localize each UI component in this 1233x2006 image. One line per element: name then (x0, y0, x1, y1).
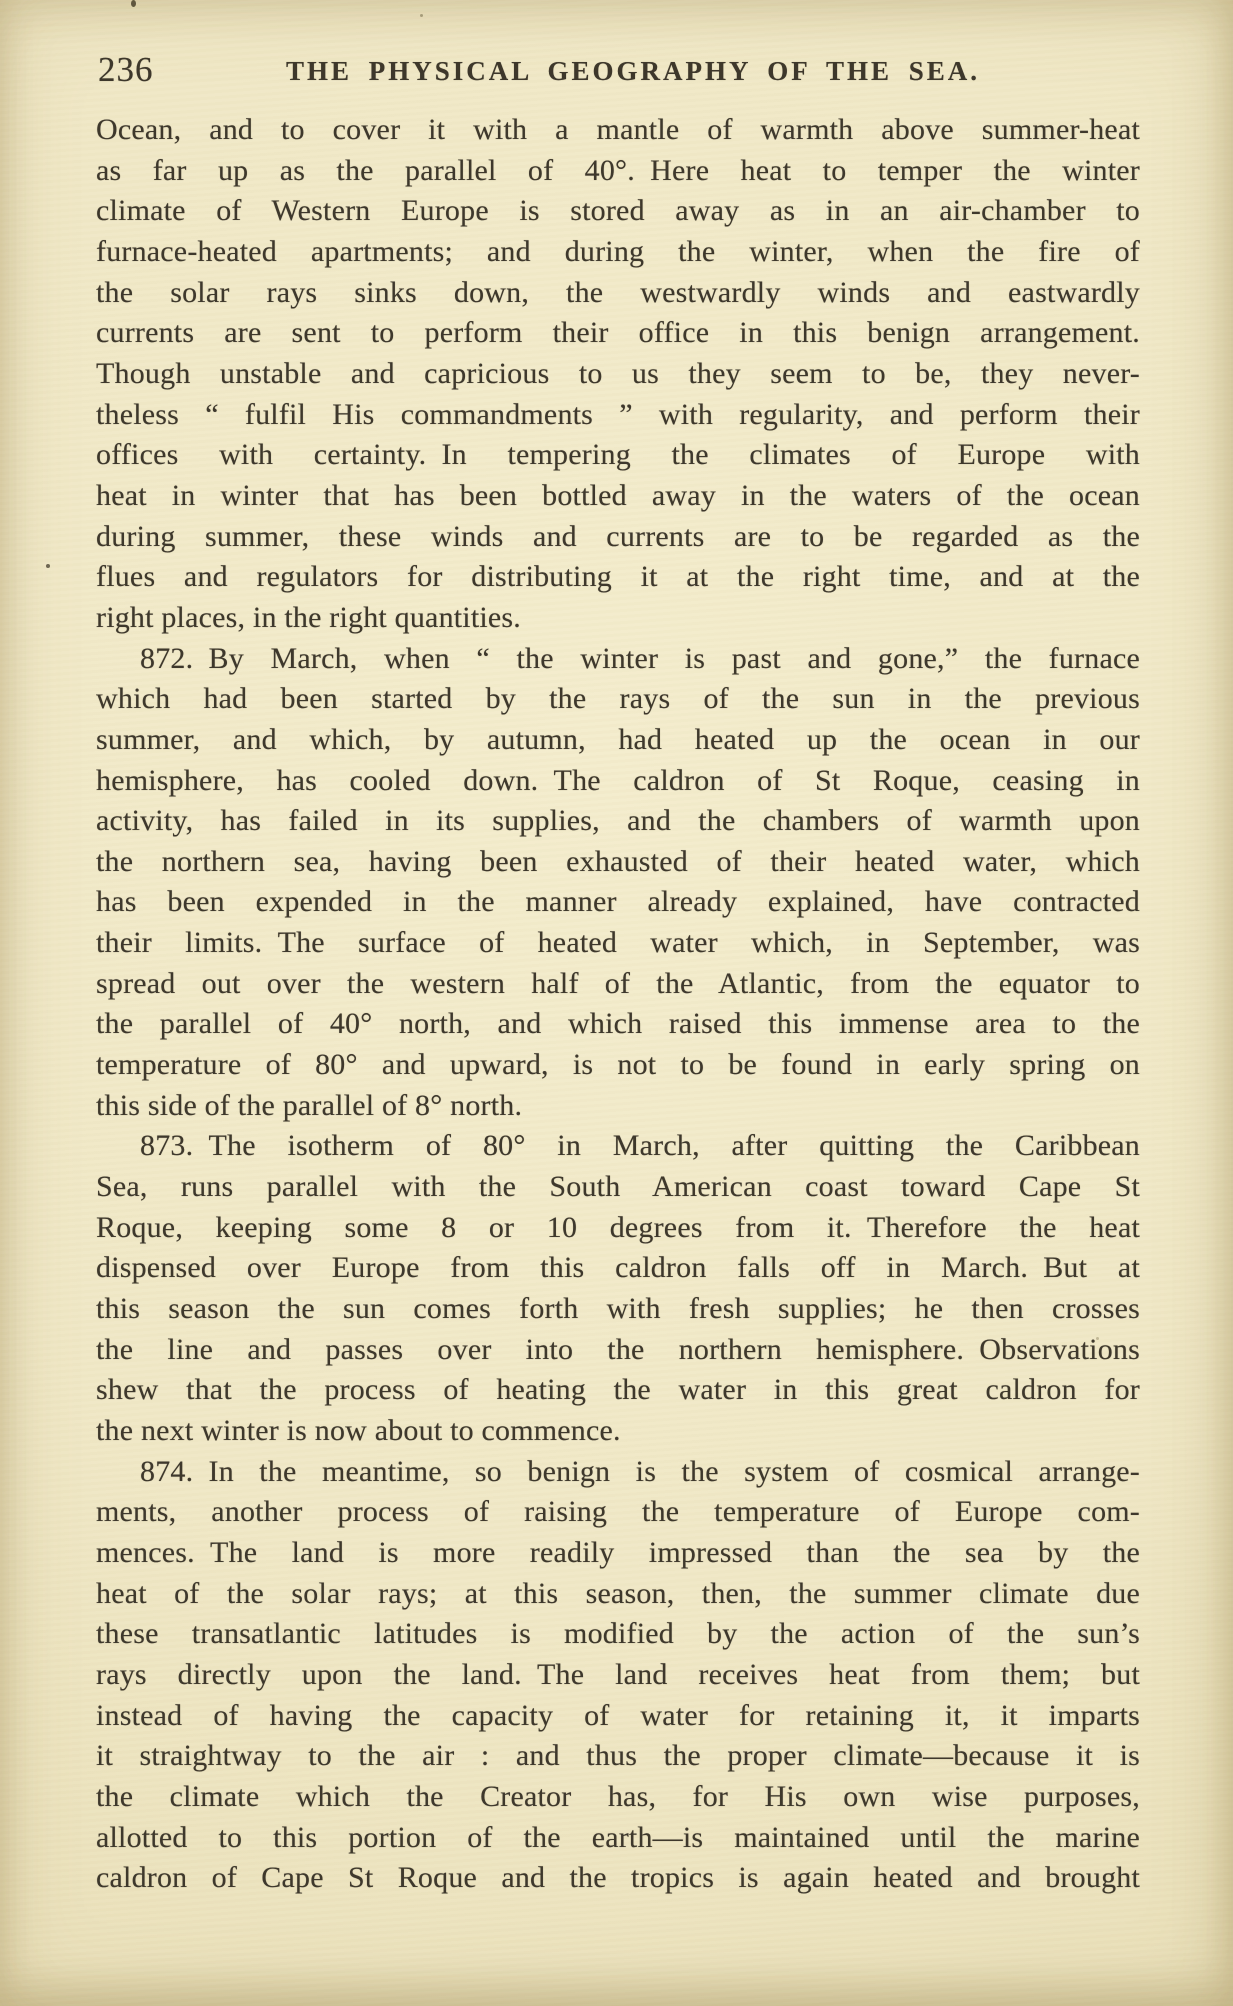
text-line: heat in winter that has been bottled away in the waters of the ocean (96, 478, 1140, 512)
text-line: dispensed over Europe from this caldron falls off in March. But at (96, 1251, 1140, 1285)
text-line: mences. The land is more readily impressed than the sea by the (96, 1535, 1140, 1569)
text-line: has been expended in the manner already explained, have contracted (96, 885, 1140, 919)
text-line: the next winter is now about to commence. (96, 1414, 621, 1447)
page-number: 236 (98, 50, 154, 89)
text-line: currents are sent to perform their office in this benign arrangement. (96, 316, 1140, 350)
text-line: as far up as the parallel of 40°. Here heat to temper the winter (96, 153, 1140, 187)
page-header (96, 50, 1140, 92)
paragraph (96, 1452, 1140, 1899)
scan-speck (46, 564, 50, 568)
text-line: flues and regulators for distributing it at the right time, and at the (96, 560, 1140, 594)
text-line: heat of the solar rays; at this season, then, the summer climate due (96, 1576, 1140, 1610)
text-line: Ocean, and to cover it with a mantle of warmth above summer-heat (96, 113, 1140, 146)
text-line: these transatlantic latitudes is modified by the action of the sun’s (96, 1617, 1140, 1651)
text-line: summer, and which, by autumn, had heated up the ocean in our (96, 722, 1140, 756)
text-line: right places, in the right quantities. (96, 600, 522, 634)
text-line: Roque, keeping some 8 or 10 degrees from it. Therefore the heat (96, 1210, 1140, 1244)
paragraph (96, 639, 1140, 1127)
text-line: theless “ fulfil His commandments ” with regularity, and perform their (96, 397, 1140, 431)
scan-speck (131, 0, 136, 7)
text-line: which had been started by the rays of the sun in the previous (96, 682, 1140, 716)
text-line: 874. In the meantime, so benign is the system of cosmical arrange- (140, 1454, 1140, 1488)
text-line: this season the sun comes forth with fresh supplies; he then crosses (96, 1292, 1140, 1326)
text-line: 872. By March, when “ the winter is past and gone,” the furnace (140, 641, 1140, 675)
text-line: temperature of 80° and upward, is not to be found in early spring on (96, 1048, 1140, 1082)
text-line: Sea, runs parallel with the South American coast toward Cape St (96, 1170, 1140, 1204)
text-line: Though unstable and capricious to us they seem to be, they never- (96, 356, 1140, 390)
text-line: caldron of Cape St Roque and the tropics is again heated and brought (96, 1861, 1140, 1895)
text-line: the parallel of 40° north, and which raised this immense area to the (96, 1007, 1140, 1041)
text-line: climate of Western Europe is stored away as in an air-chamber to (96, 194, 1140, 228)
running-title: THE PHYSICAL GEOGRAPHY OF THE SEA. (285, 56, 981, 86)
text-line: the climate which the Creator has, for His own wise purposes, (96, 1779, 1140, 1813)
scan-speck (420, 14, 423, 17)
text-line: allotted to this portion of the earth—is maintained until the marine (96, 1820, 1140, 1854)
text-line: the northern sea, having been exhausted of their heated water, which (96, 844, 1140, 878)
text-line: it straightway to the air : and thus the proper climate—because it is (96, 1739, 1140, 1773)
text-line: rays directly upon the land. The land receives heat from them; but (96, 1657, 1140, 1691)
text-line: this side of the parallel of 8° north. (96, 1088, 523, 1122)
text-line: shew that the process of heating the water in this great caldron for (96, 1373, 1140, 1407)
text-line: instead of having the capacity of water for retaining it, it imparts (96, 1698, 1140, 1732)
text-line: furnace-heated apartments; and during the winter, when the fire of (96, 234, 1140, 268)
text-line: ments, another process of raising the temperature of Europe com- (96, 1495, 1140, 1529)
text-line: the solar rays sinks down, the westwardly winds and eastwardly (96, 275, 1140, 309)
text-line: offices with certainty. In tempering the climates of Europe with (96, 438, 1140, 472)
text-line: spread out over the western half of the Atlantic, from the equator to (96, 966, 1140, 1000)
body-text (96, 110, 1140, 1899)
text-line: 873. The isotherm of 80° in March, after quitting the Caribbean (140, 1129, 1140, 1163)
paragraph (96, 1126, 1140, 1451)
text-line: during summer, these winds and currents are to be regarded as the (96, 519, 1140, 553)
text-line: activity, has failed in its supplies, and the chambers of warmth upon (96, 804, 1140, 838)
text-line: hemisphere, has cooled down. The caldron of St Roque, ceasing in (96, 763, 1140, 797)
paragraph (96, 110, 1140, 639)
text-line: their limits. The surface of heated water which, in September, was (96, 926, 1140, 960)
text-line: the line and passes over into the northern hemisphere. Observations (96, 1332, 1140, 1366)
